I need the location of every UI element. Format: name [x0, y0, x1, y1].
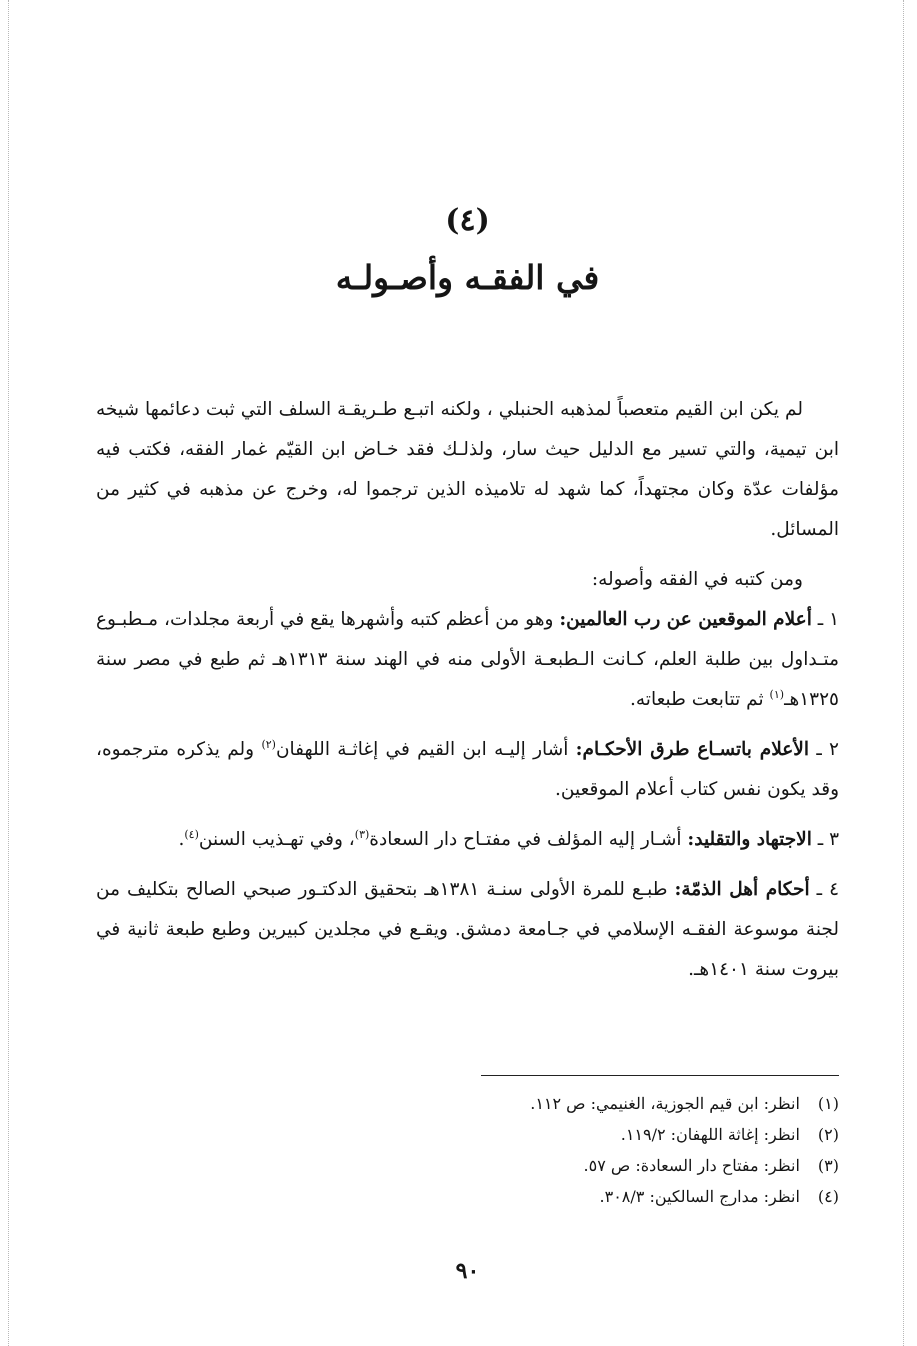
footnote-text: انظر: ابن قيم الجوزية، الغنيمي: ص ١١٢. [530, 1094, 800, 1113]
book-entry-3 [96, 820, 839, 860]
footnote-text: انظر: إغاثة اللهفان: ١١٩/٢. [620, 1125, 800, 1144]
footnote-text: انظر: مفتاح دار السعادة: ص ٥٧. [583, 1156, 800, 1175]
book-3-description-mid: ، وفي تهـذيب السنن [198, 829, 355, 850]
body-text [96, 390, 839, 990]
chapter-number: (٤) [445, 203, 490, 238]
footnote-item [96, 1181, 839, 1212]
footnote-ref-1: (١) [769, 688, 785, 701]
footnote-number: (٣) [817, 1156, 839, 1175]
book-1-title: أعلام الموقعين عن رب العالمين: [559, 609, 812, 630]
footnote-separator [481, 1075, 839, 1076]
book-3-description-end: . [178, 829, 185, 850]
right-edge-dotted-line [903, 0, 904, 1346]
footnote-item [96, 1150, 839, 1181]
footnote-ref-4: (٤) [184, 828, 199, 841]
book-2-number: ٢ ـ [816, 739, 839, 760]
book-2-title: الأعلام باتسـاع طرق الأحكـام: [575, 739, 809, 760]
book-2-description: أشار إليـه ابن القيم في إغاثـة اللهفان [275, 739, 569, 760]
book-entry-4 [96, 870, 839, 990]
footnote-number: (٢) [817, 1125, 839, 1144]
books-intro: ومن كتبه في الفقه وأصوله: [591, 569, 803, 590]
page-number: ٩٠ [455, 1258, 480, 1284]
footnote-text: انظر: مدارج السالكين: ٣٠٨/٣. [599, 1187, 800, 1206]
footnote-ref-3: (٣) [354, 828, 370, 841]
book-4-description: طبـع للمرة الأولى سنـة ١٣٨١هـ بتحقيق الدكتـور صبحي الصالح بتكليف من لجنة موسوعة الفقـه الإسلامي في جـامعة دمشق. ويقـع في مجلدين كبيرين وطبع طبعة ثانية في بيروت سنة ١٤٠١هـ. [96, 879, 839, 980]
footnote-number: (٤) [817, 1187, 839, 1206]
book-3-number: ٣ ـ [817, 829, 839, 850]
footnotes [96, 1088, 839, 1212]
book-entry-2 [96, 730, 839, 810]
left-edge-dotted-line [8, 0, 9, 1346]
book-entry-1 [96, 600, 839, 720]
book-1-description-end: ثم تتابعت طبعاته. [630, 689, 764, 710]
book-4-title: أحكام أهل الذمّة: [674, 879, 810, 900]
footnote-item [96, 1088, 839, 1119]
footnote-ref-2: (٢) [261, 738, 276, 751]
book-1-number: ١ ـ [817, 609, 839, 630]
book-3-title: الاجتهاد والتقليد: [687, 829, 812, 850]
chapter-title: في الفقـه وأصـولـه [335, 258, 600, 297]
footnote-number: (١) [817, 1094, 839, 1113]
intro-paragraph: لم يكن ابن القيم متعصباً لمذهبه الحنبلي ، ولكنه اتبـع طـريقـة السلف التي ثبت دعائمها شيخه ابن تيمية، والتي تسير مع الدليل حيث سار، ولذلـك فقد خـاض ابن القيّم غمار الفقه، فكتب فيه مؤلفات عدّة وكان مجتهداً، كما شهد له تلاميذه الذين ترجموا له، وخرج عن مذهبه في كثير من المسائل. [96, 399, 839, 540]
book-1-description: وهو من أعظم كتبه وأشهرها يقع في أربعة مجلدات، مـطبـوع متـداول بين طلبة العلم، كـانت الـطبعـة الأولى منه في الهند سنة ١٣١٣هـ ثم طبع في مصر سنة ١٣٢٥هـ [95, 609, 839, 710]
book-2-description-end: ولم يذكره مترجموه، وقد يكون نفس كتاب أعلام الموقعين. [96, 739, 839, 800]
book-4-number: ٤ ـ [816, 879, 839, 900]
footnote-item [96, 1119, 839, 1150]
book-3-description: أشـار إليه المؤلف في مفتـاح دار السعادة [369, 829, 682, 850]
